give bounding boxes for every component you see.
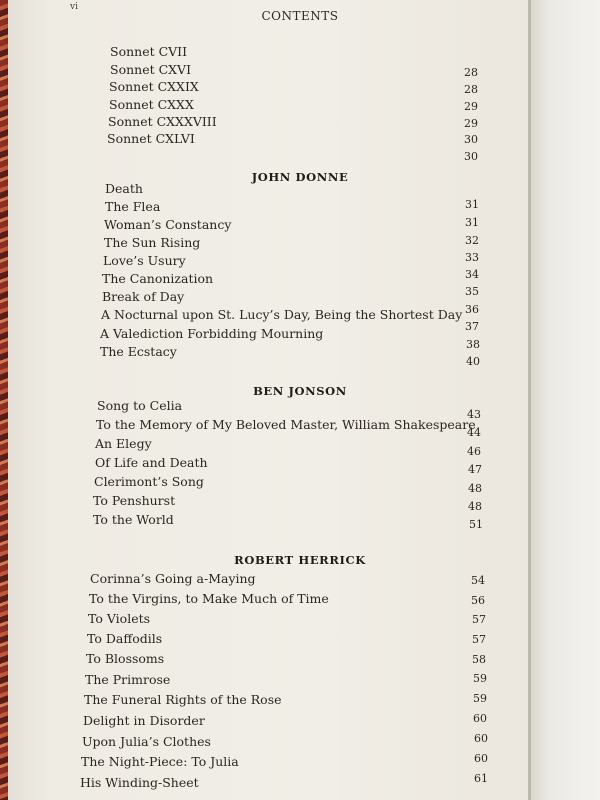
toc-entry: Death	[105, 181, 143, 196]
toc-entry: A Nocturnal upon St. Lucy’s Day, Being the Shortest Day	[101, 307, 463, 322]
toc-entry: His Winding-Sheet	[80, 775, 199, 790]
toc-entry: The Primrose	[85, 672, 171, 687]
toc-page-number: 48	[468, 482, 482, 495]
toc-entry: Sonnet CXXX	[109, 97, 194, 112]
toc-entry: Clerimont’s Song	[94, 474, 204, 489]
toc-page-number: 57	[472, 613, 486, 626]
toc-page-number: 43	[467, 408, 481, 421]
toc-entry: Corinna’s Going a-Maying	[90, 571, 256, 586]
toc-entry: To Blossoms	[86, 651, 165, 666]
toc-entry: A Valediction Forbidding Mourning	[100, 326, 324, 341]
toc-entry: Song to Celia	[97, 398, 183, 413]
toc-page-number: 31	[465, 198, 479, 211]
toc-page-number: 30	[464, 133, 478, 146]
toc-entry: To Daffodils	[87, 631, 163, 646]
toc-page-number: 46	[467, 445, 481, 458]
toc-entry: The Night-Piece: To Julia	[81, 754, 239, 769]
toc-entry: Woman’s Constancy	[104, 217, 232, 232]
author-heading: JOHN DONNE	[251, 170, 349, 184]
toc-entry: Of Life and Death	[95, 455, 208, 470]
toc-page-number: 35	[465, 285, 479, 298]
toc-entry: The Canonization	[102, 271, 214, 286]
toc-page-number: 60	[473, 712, 487, 725]
toc-page-number: 61	[474, 772, 488, 785]
toc-page-number: 59	[473, 692, 487, 705]
toc-page-number: 31	[465, 216, 479, 229]
page-title: CONTENTS	[261, 9, 339, 23]
toc-entry: To the World	[93, 512, 174, 527]
toc-page-number: 33	[465, 251, 479, 264]
author-heading: BEN JONSON	[253, 384, 347, 398]
toc-page-number: 28	[464, 83, 478, 96]
toc-page-number: 47	[468, 463, 482, 476]
toc-page-number: 54	[471, 574, 485, 587]
toc-page-number: 29	[464, 117, 478, 130]
toc-page-number: 60	[474, 752, 488, 765]
toc-entry: Sonnet CXXIX	[109, 79, 199, 94]
toc-entry: The Flea	[105, 199, 161, 214]
toc-entry: To the Virgins, to Make Much of Time	[89, 591, 329, 606]
toc-entry: Love’s Usury	[103, 253, 186, 268]
toc-page-number: 29	[464, 100, 478, 113]
toc-page-number: 56	[471, 594, 485, 607]
toc-entry: The Funeral Rights of the Rose	[84, 692, 282, 707]
toc-entry: To Penshurst	[93, 493, 176, 508]
toc-entry: To Violets	[88, 611, 151, 626]
toc-page-number: 58	[472, 653, 486, 666]
toc-entry: Sonnet CXLVI	[107, 131, 195, 146]
toc-page-number: 57	[472, 633, 486, 646]
page-number: vi	[70, 2, 78, 12]
toc-entry: Sonnet CXVI	[110, 62, 192, 77]
toc-entry: To the Memory of My Beloved Master, William Shakespeare	[96, 417, 476, 432]
toc-entry: Delight in Disorder	[83, 713, 205, 728]
toc-entry: Upon Julia’s Clothes	[82, 734, 211, 749]
toc-page-number: 36	[465, 303, 479, 316]
toc-page-number: 37	[465, 320, 479, 333]
toc-page-number: 60	[474, 732, 488, 745]
toc-page-number: 48	[468, 500, 482, 513]
toc-entry: Sonnet CVII	[110, 44, 188, 59]
toc-page-number: 30	[464, 150, 478, 163]
toc-entry: Break of Day	[102, 289, 185, 304]
author-heading: ROBERT HERRICK	[234, 553, 366, 567]
toc-entry: Sonnet CXXXVIII	[108, 114, 217, 129]
toc-page-number: 38	[466, 338, 480, 351]
toc-page-number: 51	[469, 518, 483, 531]
toc-page-number: 28	[464, 66, 478, 79]
toc-page-number: 44	[467, 426, 481, 439]
toc-page-number: 40	[466, 355, 480, 368]
toc-entry: An Elegy	[95, 436, 152, 451]
toc-page-number: 59	[473, 672, 487, 685]
toc-entry: The Sun Rising	[104, 235, 201, 250]
toc-entry: The Ecstacy	[100, 344, 177, 359]
toc-page-number: 34	[465, 268, 479, 281]
toc-page-number: 32	[465, 234, 479, 247]
facing-page	[528, 0, 600, 800]
